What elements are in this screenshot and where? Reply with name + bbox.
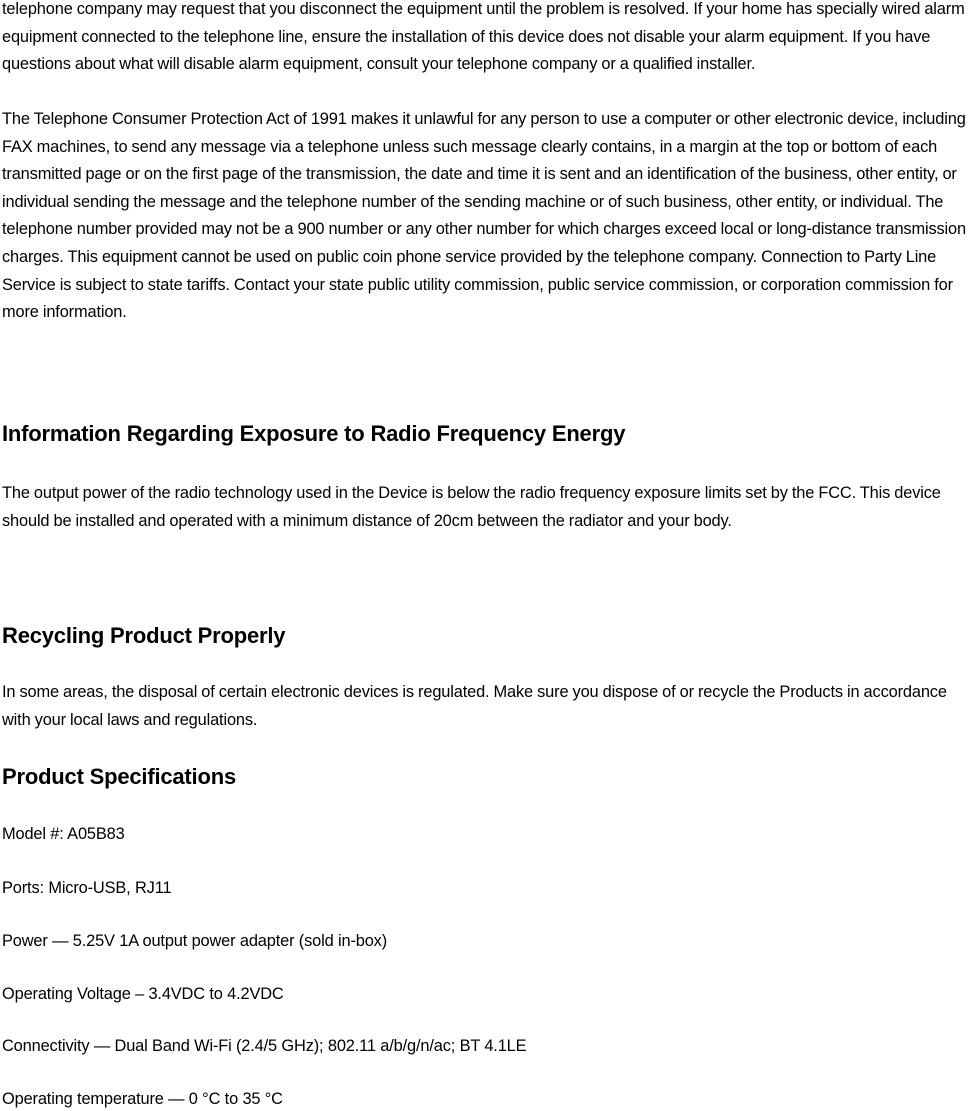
spec-ports: Ports: Micro-USB, RJ11: [2, 879, 172, 897]
product-specifications-heading: Product Specifications: [2, 764, 236, 789]
spec-connectivity: Connectivity — Dual Band Wi-Fi (2.4/5 GHz); 802.11 a/b/g/n/ac; BT 4.1LE: [2, 1037, 527, 1055]
intro-paragraph: telephone company may request that you disconnect the equipment until the problem is resolved. If your home has specially wired alarm equipment connected to the telephone line, ensure the installation of this device does not disable your alarm equipment. If you have questions about what will disable alarm equipment, consult your telephone company or a qualified installer.: [2, 0, 965, 74]
rf-exposure-heading: Information Regarding Exposure to Radio Frequency Energy: [2, 421, 626, 446]
spec-operating-temperature: Operating temperature — 0 °C to 35 °C: [2, 1090, 283, 1108]
recycling-paragraph: In some areas, the disposal of certain electronic devices is regulated. Make sure you dispose of or recycle the Products in accordance with your local laws and regulations.: [2, 683, 947, 729]
spec-operating-voltage: Operating Voltage – 3.4VDC to 4.2VDC: [2, 985, 284, 1003]
rf-exposure-paragraph: The output power of the radio technology used in the Device is below the radio frequency exposure limits set by the FCC. This device should be installed and operated with a minimum distance of 20cm between the radiator and your body.: [2, 484, 941, 530]
spec-power: Power — 5.25V 1A output power adapter (sold in-box): [2, 932, 388, 950]
tcpa-paragraph: The Telephone Consumer Protection Act of 1991 makes it unlawful for any person to use a computer or other electronic device, including FAX machines, to send any message via a telephone unless such message clearly contains, in a margin at the top or bottom of each transmitted page or on the first page of the transmission, the date and time it is sent and an identification of the business, other entity, or individual sending the message and the telephone number of the sending machine or of such business, other entity, or individual. The telephone number provided may not be a 900 number or any other number for which charges exceed local or long-distance transmission charges. This equipment cannot be used on public coin phone service provided by the telephone company. Connection to Party Line Service is subject to state tariffs. Contact your state public utility commission, public service commission, or corporation commission for more information.: [2, 110, 966, 322]
recycling-heading: Recycling Product Properly: [2, 623, 286, 648]
spec-model: Model #: A05B83: [2, 825, 125, 843]
